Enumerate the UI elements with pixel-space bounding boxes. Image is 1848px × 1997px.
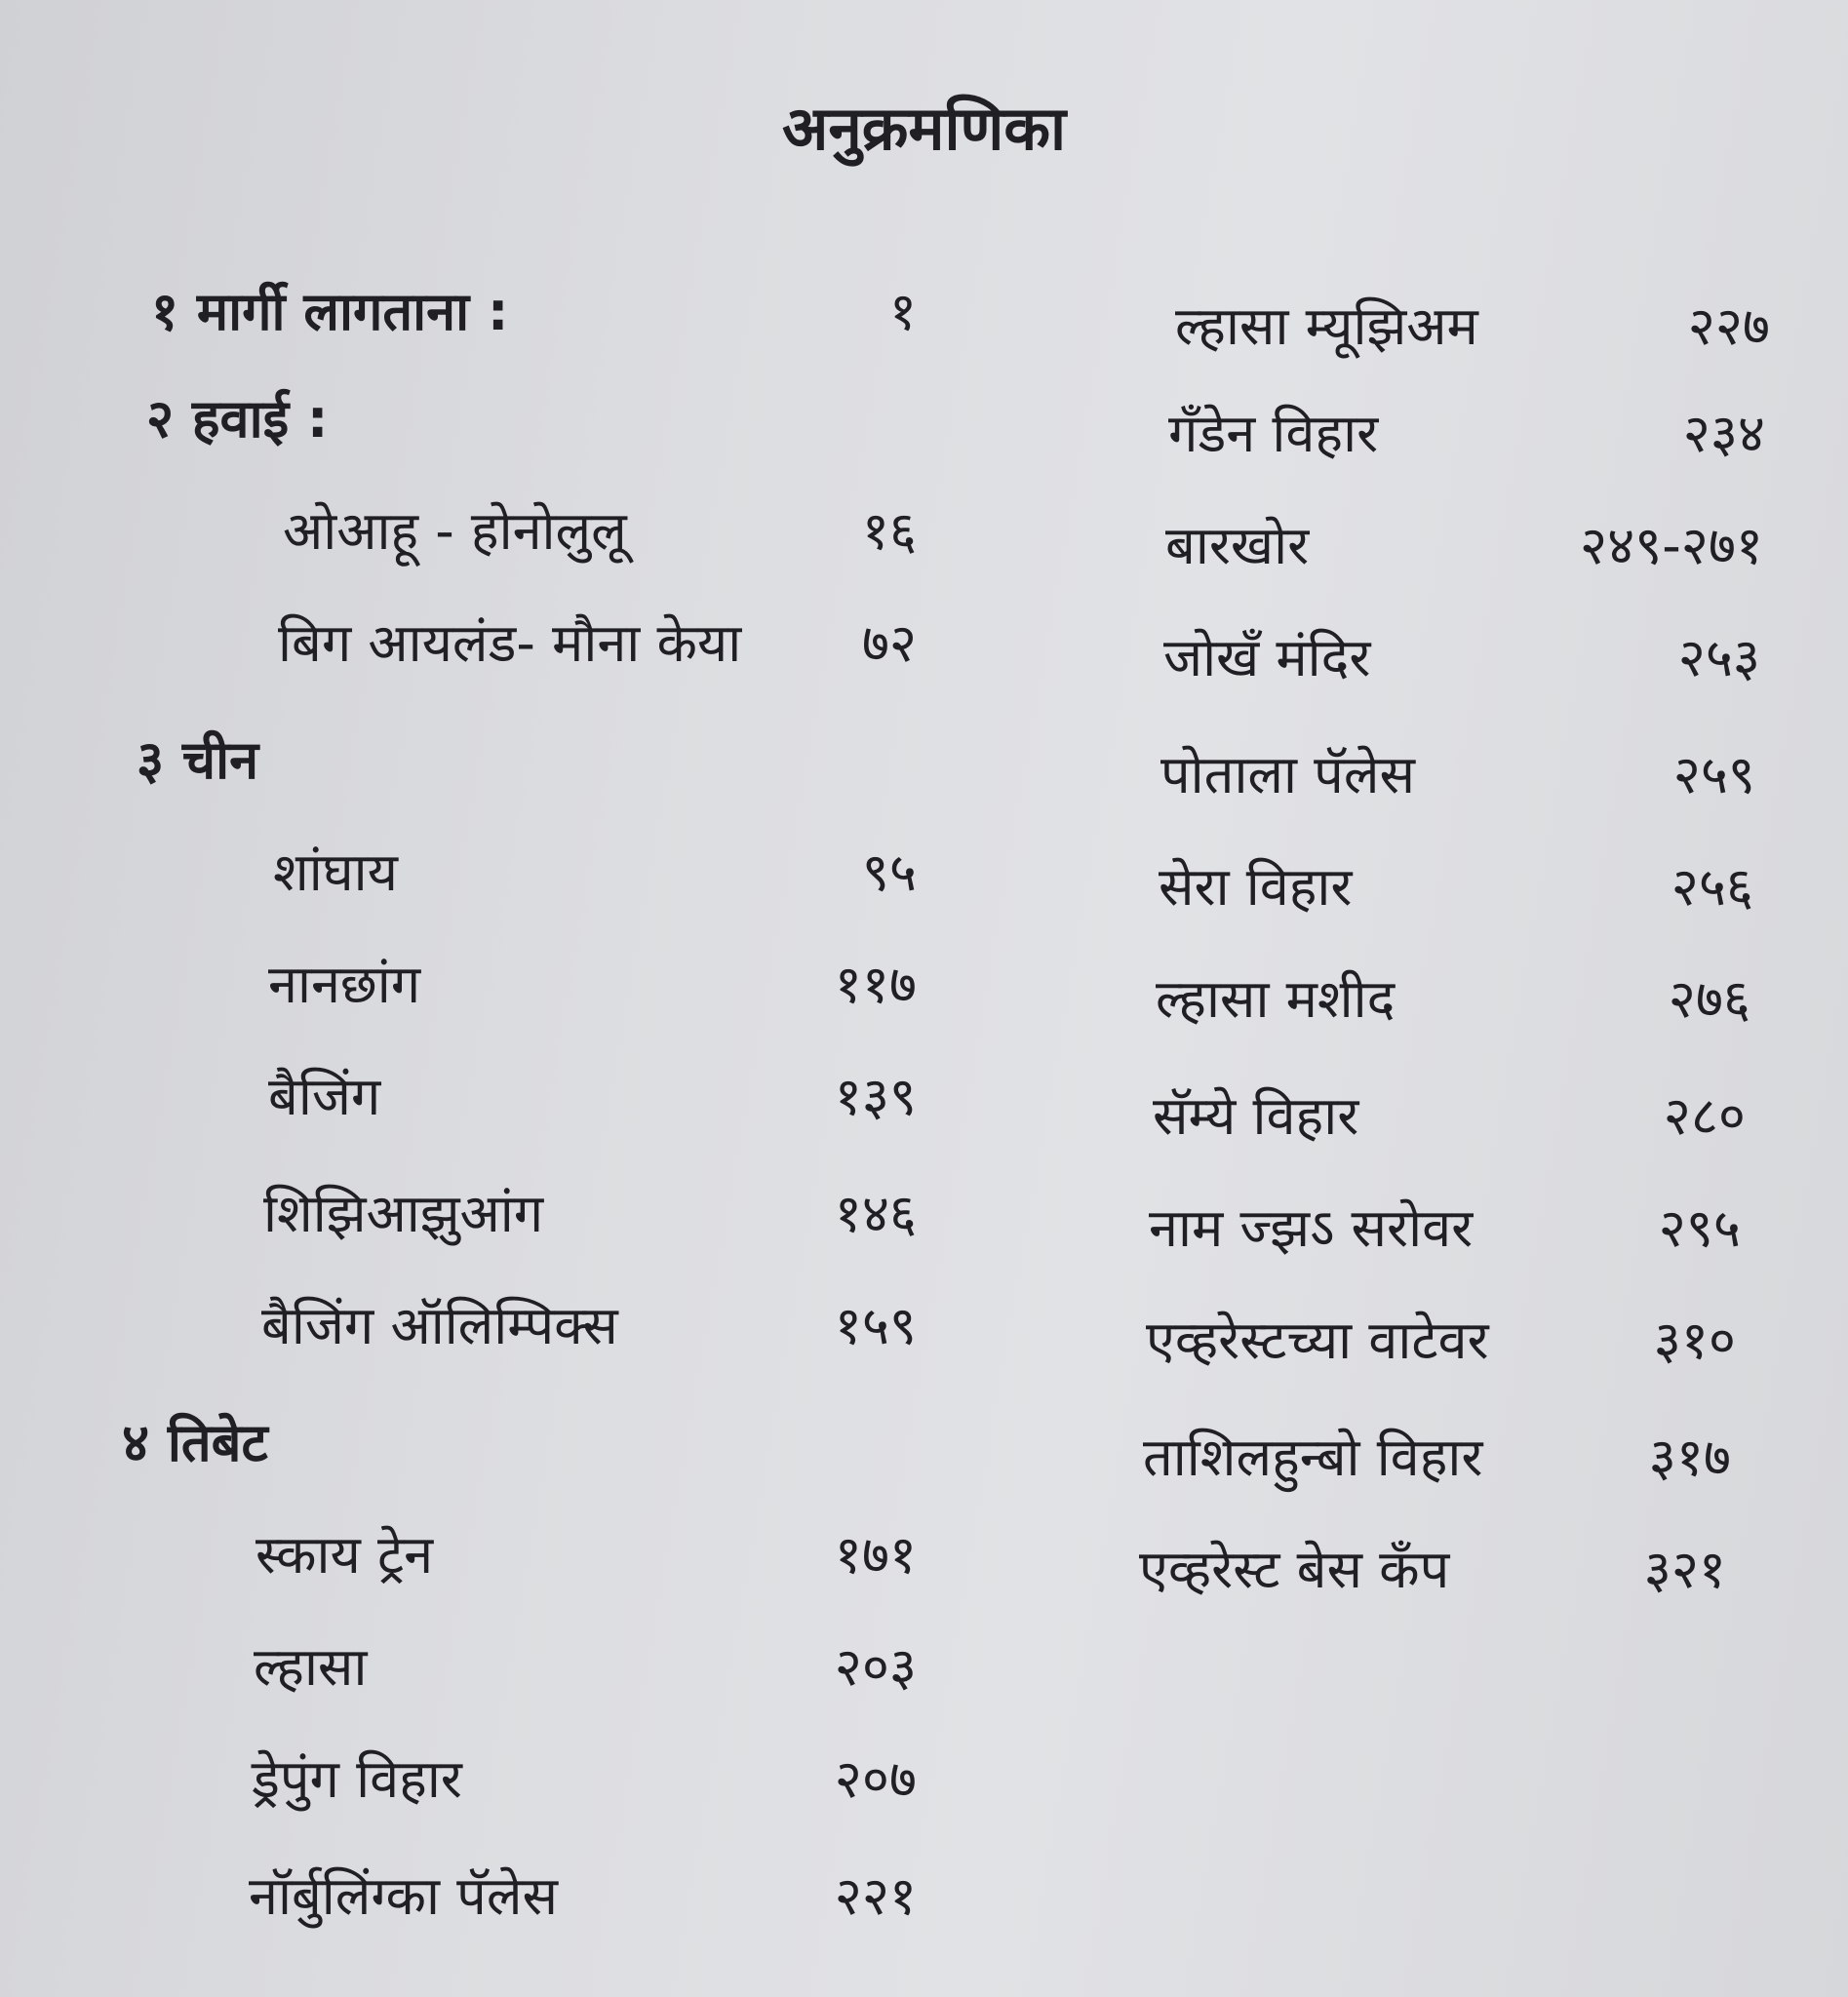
toc-entry-label: शांघाय (273, 842, 398, 903)
toc-section-heading: ३ चीन (137, 729, 259, 791)
toc-entry (0, 624, 1848, 692)
toc-page-number: २८० (1663, 1085, 1746, 1147)
toc-page-number: ९५ (861, 842, 917, 903)
toc-entry-label: नानछांग (268, 954, 421, 1015)
toc-page-number: २२७ (1687, 295, 1770, 357)
toc-entry-label: ओआहू - होनोलुलू (283, 500, 627, 562)
toc-entry (0, 853, 1848, 921)
toc-page-number: २०७ (834, 1748, 917, 1810)
toc-entry-label: जोखँ मंदिर (1163, 627, 1371, 688)
toc-entry (0, 400, 1848, 468)
toc-page-number: १५९ (834, 1295, 917, 1356)
toc-entry-label: नॉर्बुलिंग्का पॅलेस (249, 1865, 558, 1927)
toc-entry-label: नाम ज्झऽ सरोवर (1149, 1197, 1474, 1259)
toc-entry-label: सॅम्ये विहार (1153, 1085, 1359, 1147)
toc-entry (0, 1194, 1848, 1263)
toc-entry-label: पोताला पॅलेस (1160, 744, 1415, 805)
toc-entry-label: ल्हासा (254, 1636, 368, 1698)
toc-page-number: १७१ (834, 1524, 917, 1586)
toc-entry-label: गँडेन विहार (1168, 403, 1379, 464)
toc-entry-label: बारखोर (1165, 515, 1310, 576)
toc-page-number: २७६ (1668, 968, 1750, 1030)
toc-page-number: ३२१ (1643, 1539, 1726, 1600)
toc-entry-label: बिग आयलंड- मौना केया (278, 612, 742, 674)
toc-entry-label: बैजिंग ऑलिम्पिक्स (261, 1295, 618, 1356)
toc-entry-label: शिझिआझुआंग (263, 1183, 544, 1244)
toc-entry-label: एव्हरेस्टच्या वाटेवर (1146, 1310, 1489, 1371)
toc-entry-label: ताशिलहुन्बो विहार (1143, 1427, 1483, 1488)
toc-page-number: २५९ (1672, 744, 1755, 805)
toc-entry (0, 1424, 1848, 1492)
toc-entry-label: बैजिंग (268, 1066, 381, 1127)
toc-page-number: ७२ (861, 612, 917, 674)
toc-entry (0, 965, 1848, 1034)
toc-page-number: ११७ (834, 954, 917, 1015)
toc-entry (0, 293, 1848, 361)
toc-entry (0, 1082, 1848, 1151)
toc-page-number: २५६ (1671, 856, 1753, 918)
toc-entry (0, 1536, 1848, 1604)
toc-entry-label: ल्हासा मशीद (1156, 968, 1396, 1030)
toc-section-heading: १ मार्गी लागताना : (151, 281, 509, 342)
toc-entry (0, 741, 1848, 809)
toc-section-heading: २ हवाई : (146, 388, 329, 450)
toc-page-number: १ (888, 281, 917, 342)
toc-entry-label: ल्हासा म्यूझिअम (1175, 295, 1478, 357)
toc-page-number: १३९ (834, 1066, 917, 1127)
toc-page-number: २९५ (1658, 1197, 1741, 1259)
toc-page-number: २२१ (834, 1865, 917, 1927)
toc-page-number: १६ (861, 500, 917, 562)
toc-entry-label: ड्रेपुंग विहार (252, 1748, 462, 1810)
toc-page-number: २३४ (1682, 403, 1765, 464)
toc-entry-label: एव्हरेस्ट बेस कँप (1139, 1539, 1450, 1600)
toc-entry-label: सेरा विहार (1159, 856, 1353, 918)
toc-section-heading: ४ तिबेट (122, 1412, 268, 1473)
toc-entry-label: स्काय ट्रेन (256, 1524, 434, 1586)
toc-page-number: २५३ (1677, 627, 1760, 688)
toc-page-number: ३१७ (1648, 1427, 1731, 1488)
page-title: अनुक्रमणिका (781, 93, 1067, 164)
toc-page-number: २०३ (834, 1636, 917, 1698)
toc-page-number: २४९-२७१ (1580, 515, 1763, 576)
toc-entry (0, 1307, 1848, 1375)
toc-entry (0, 512, 1848, 580)
toc-page-number: १४६ (834, 1183, 917, 1244)
toc-page-number: ३१० (1653, 1310, 1736, 1371)
